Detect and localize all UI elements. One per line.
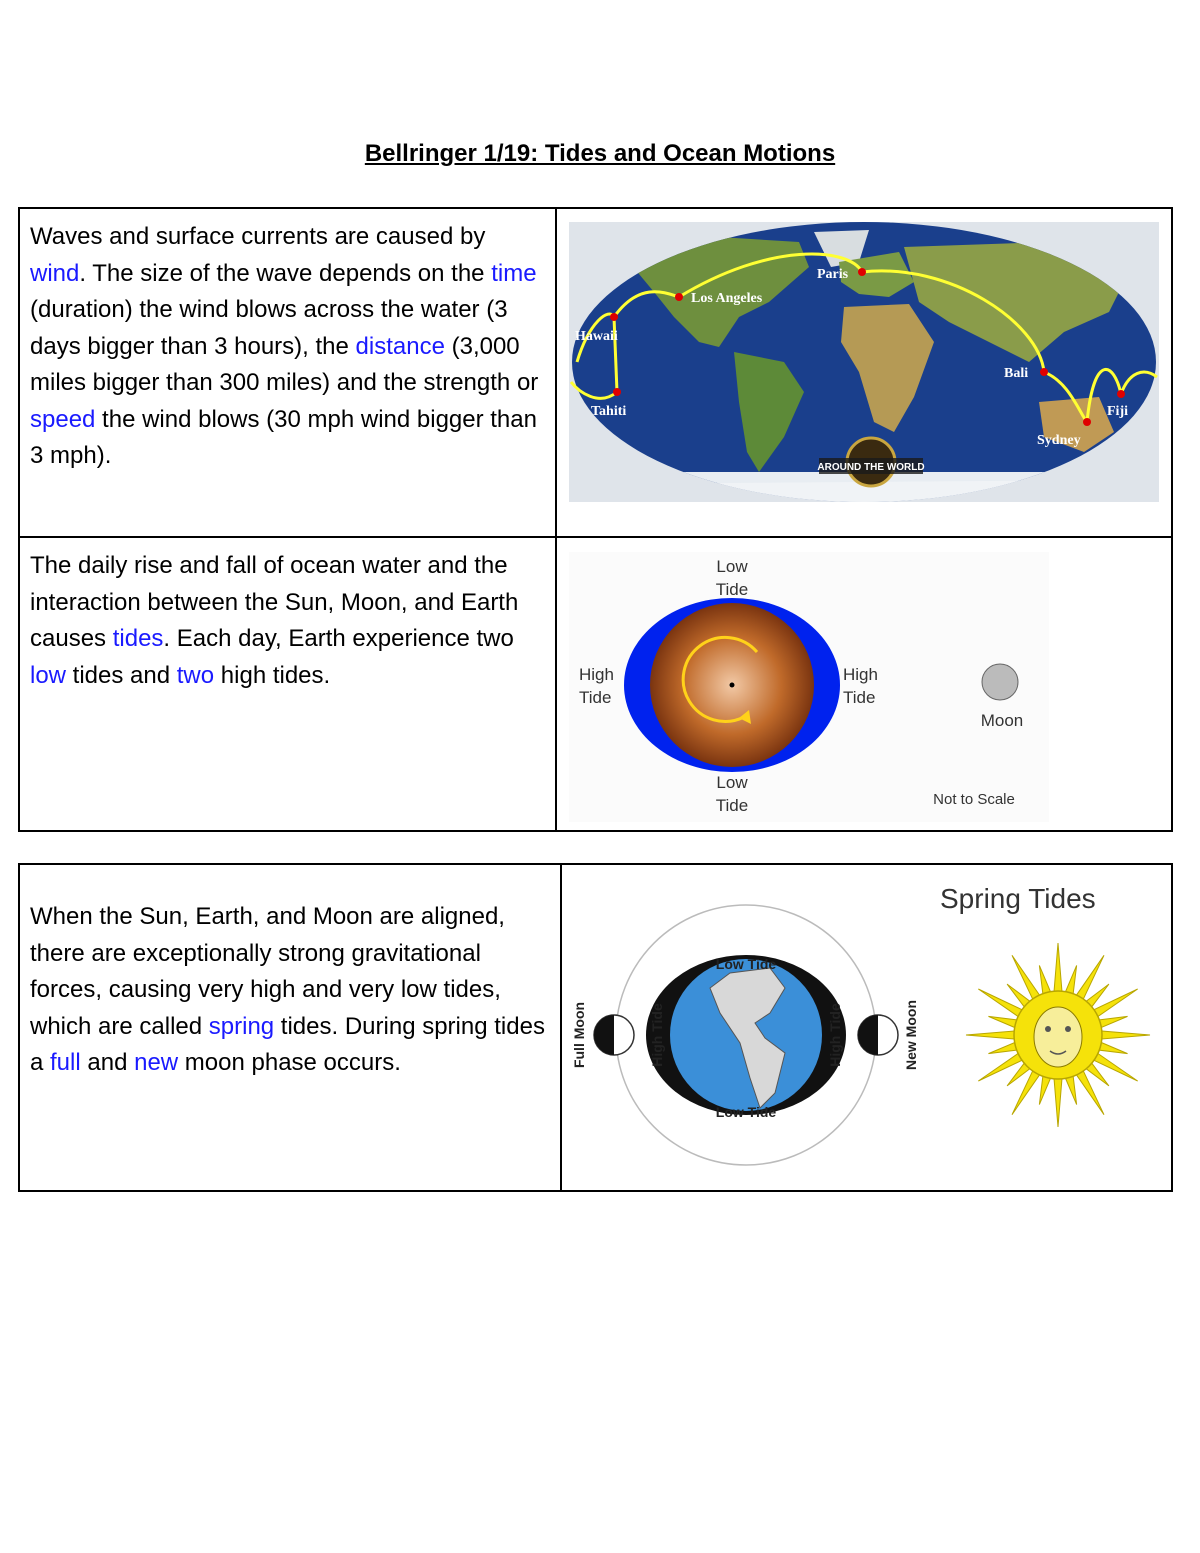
spring-tides-image: [570, 873, 1170, 1183]
logo-text: AROUND THE WORLD: [817, 462, 925, 473]
row3-text: [20, 865, 560, 1082]
info-table-top: [18, 207, 1173, 832]
low-tide-bottom-line2: Tide: [715, 796, 749, 815]
highlighted-term: distance: [355, 332, 445, 360]
text-segment: . Each day, Earth experience two: [163, 625, 514, 652]
page-title: Bellringer 1/19: Tides and Ocean Motions: [364, 140, 836, 167]
text-segment: the wind blows (30 mph wind bigger than 3 mph).: [30, 405, 537, 469]
text-cell: [19, 537, 556, 831]
tide-diagram-image: [569, 552, 1049, 822]
table-row: [19, 537, 1172, 831]
text-segment: When the Sun, Earth, and Moon are aligned, there are exceptionally strong gravitational forces, causing very high and very low tides, which are called: [30, 903, 505, 1040]
low-tide-top-line1: Low: [716, 557, 748, 576]
high-tide-right-line1: High: [843, 665, 878, 684]
row1-text: [20, 209, 555, 475]
text-segment: high tides.: [214, 661, 331, 689]
low-tide-top-line2: Tide: [715, 580, 749, 599]
spring-tides-title: Spring Tides: [940, 883, 1096, 914]
text-segment: (3,000 miles bigger than 300 miles) and the strength or: [30, 332, 539, 396]
full-moon-label: Full Moon: [571, 1001, 587, 1069]
info-table-bottom: [18, 863, 1173, 1192]
high-tide-left-line2: Tide: [579, 688, 612, 707]
image-cell: [561, 864, 1172, 1191]
highlighted-term: new: [134, 1049, 179, 1076]
text-cell: [19, 208, 556, 537]
city-label-hawaii: Hawaii: [575, 329, 618, 344]
high-tide-right-label: High Tide: [827, 1003, 843, 1067]
text-cell: [19, 864, 561, 1191]
highlighted-term: tides: [112, 625, 164, 652]
table-row: [19, 208, 1172, 537]
highlighted-term: full: [50, 1049, 81, 1076]
highlighted-term: spring: [208, 1012, 275, 1040]
text-segment: tides. During spring tides a: [30, 1012, 545, 1076]
highlighted-term: low: [30, 661, 67, 689]
row2-text: [20, 538, 555, 694]
text-segment: (duration) the wind blows across the water (3 days bigger than 3 hours), the: [30, 296, 508, 360]
highlighted-term: speed: [30, 405, 96, 433]
city-label-los-angeles: Los Angeles: [691, 291, 763, 306]
full-moon-icon: [594, 1015, 634, 1055]
high-tide-left-label: High Tide: [649, 1003, 665, 1067]
city-label-bali: Bali: [1004, 366, 1029, 381]
new-moon-label: New Moon: [903, 1000, 919, 1070]
moon-label: Moon: [980, 711, 1024, 730]
new-moon-icon: [858, 1015, 898, 1055]
city-label-paris: Paris: [817, 267, 849, 282]
low-tide-top-label: Low Tide: [715, 956, 777, 972]
text-segment: moon phase occurs.: [178, 1049, 401, 1076]
not-to-scale-label: Not to Scale: [933, 791, 1015, 808]
image-cell: [556, 208, 1172, 537]
text-segment: tides and: [66, 661, 177, 689]
world-map-image: [569, 222, 1159, 502]
text-segment: . The size of the wave depends on the: [79, 259, 492, 287]
high-tide-left-line1: High: [579, 665, 614, 684]
city-label-sydney: Sydney: [1037, 433, 1081, 448]
city-label-tahiti: Tahiti: [591, 404, 627, 419]
highlighted-term: time: [491, 259, 537, 287]
table-row: [19, 864, 1172, 1191]
text-segment: The daily rise and fall of ocean water and the interaction between the Sun, Moon, and Earth causes: [30, 552, 519, 652]
moon-icon: [982, 664, 1018, 700]
high-tide-right-line2: Tide: [843, 688, 876, 707]
city-label-fiji: Fiji: [1107, 404, 1128, 419]
text-segment: and: [80, 1049, 135, 1076]
low-tide-bottom-label: Low Tide: [715, 1104, 777, 1120]
low-tide-bottom-line1: Low: [716, 773, 748, 792]
highlighted-term: wind: [30, 259, 80, 287]
highlighted-term: two: [176, 661, 215, 689]
image-cell: [556, 537, 1172, 831]
text-segment: Waves and surface currents are caused by: [30, 223, 486, 250]
